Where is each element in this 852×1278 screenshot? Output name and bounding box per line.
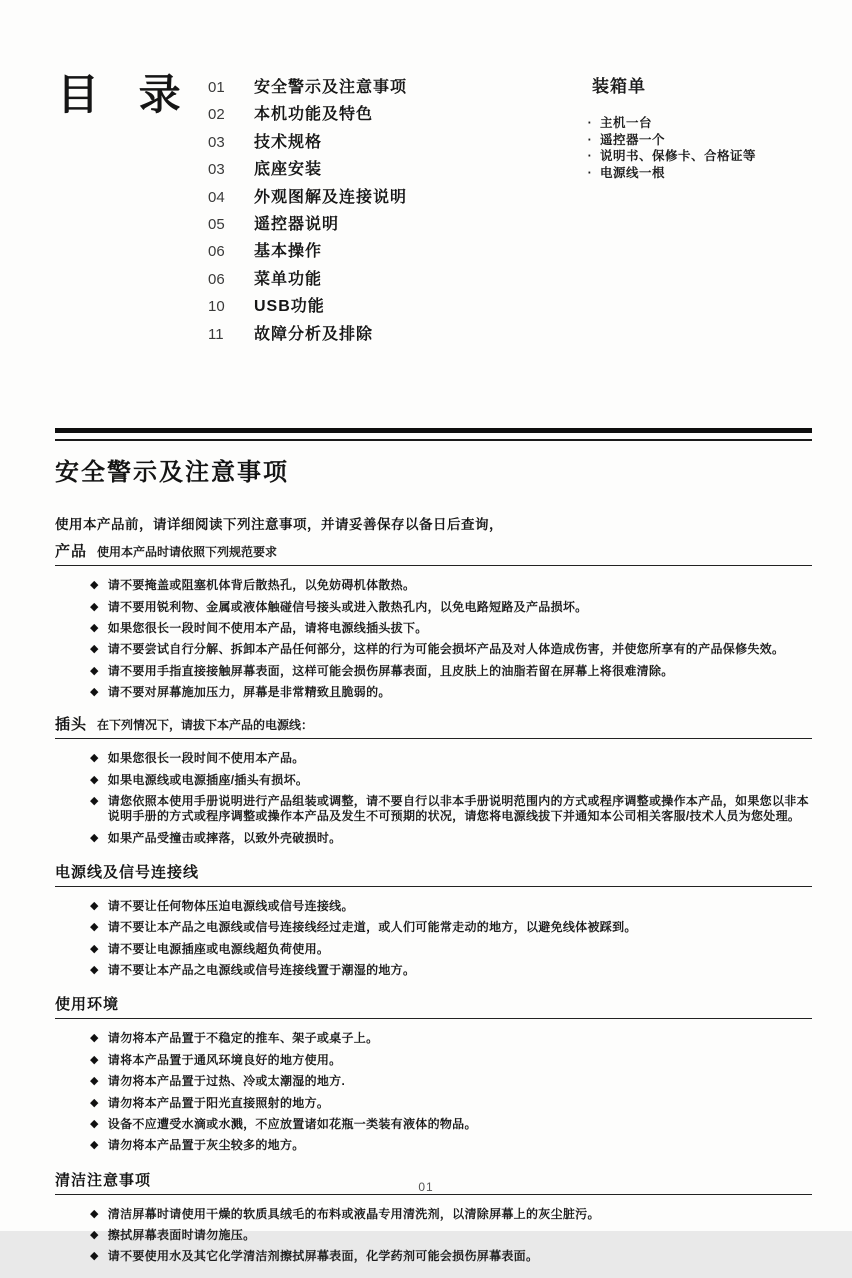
bullet-item (55, 1246, 812, 1267)
bullet-item (55, 917, 812, 938)
diamond-icon: ◆ (90, 1139, 99, 1152)
toc-item (208, 129, 407, 156)
toc-item-label: 本机功能及特色 (254, 106, 374, 124)
diamond-icon: ◆ (90, 621, 99, 634)
toc-page-number: 02 (208, 106, 225, 124)
dot-icon: · (587, 116, 593, 130)
bullet-item (55, 1114, 812, 1135)
toc-page-number: 06 (208, 270, 225, 288)
diamond-icon: ◆ (90, 831, 99, 844)
bullet-text: 如果您很长一段时间不使用本产品。 (107, 751, 305, 766)
toc-page-number: 03 (208, 161, 225, 179)
bullet-text: 请不要对屏幕施加压力，屏幕是非常精致且脆弱的。 (107, 685, 391, 700)
bullet-text: 请不要让本产品之电源线或信号连接线经过走道，或人们可能常走动的地方，以避免线体被踩到。 (107, 920, 637, 935)
bullet-item (55, 1204, 812, 1225)
bullet-item (55, 939, 812, 960)
toc-page-number: 06 (208, 243, 225, 261)
bullet-text: 请不要让任何物体压迫电源线或信号连接线。 (107, 898, 354, 913)
bullet-item (55, 682, 812, 703)
toc-item-label: 菜单功能 (254, 270, 323, 288)
packing-item-label: 遥控器一个 (600, 132, 666, 147)
diamond-icon: ◆ (90, 1032, 99, 1045)
toc-item-label: 技术规格 (254, 133, 323, 151)
toc-title: 目 录 (57, 71, 195, 118)
safety-heading: 安全警示及注意事项 (55, 459, 289, 486)
dot-icon: · (587, 132, 593, 147)
diamond-icon: ◆ (90, 579, 99, 592)
section-label: 电源线及信号连接线 (55, 863, 200, 881)
bullet-text: 请不要使用水及其它化学清洁剂擦拭屏幕表面，化学药剂可能会损伤屏幕表面。 (107, 1249, 539, 1264)
packing-item-label: 主机一台 (600, 116, 653, 130)
bullet-list (55, 748, 812, 849)
section-product (55, 540, 812, 703)
section-power-cords (55, 861, 812, 982)
bullet-text: 如果您很长一段时间不使用本产品，请将电源线插头拔下。 (107, 620, 428, 635)
toc-item (208, 238, 407, 265)
bullet-item (55, 661, 812, 682)
packing-item (586, 132, 826, 149)
bullet-text: 请不要掩盖或阻塞机体背后散热孔，以免妨碍机体散热。 (107, 578, 416, 593)
bullet-list (55, 575, 812, 703)
section-label: 产品 (55, 543, 88, 560)
section-label: 清洁注意事项 (55, 1171, 152, 1189)
bullet-text: 请勿将本产品置于阳光直接照射的地方。 (107, 1095, 330, 1110)
toc-page-number: 04 (208, 188, 225, 206)
toc-item (208, 156, 407, 183)
bullet-item (55, 575, 812, 596)
bullet-item (55, 791, 812, 827)
bullet-list (55, 896, 812, 982)
toc-item-label: 故障分析及排除 (254, 325, 374, 343)
diamond-icon: ◆ (90, 1096, 99, 1109)
bullet-text: 请将本产品置于通风环境良好的地方使用。 (107, 1052, 342, 1067)
packing-list (586, 115, 826, 181)
diamond-icon: ◆ (90, 1117, 99, 1130)
bullet-item (55, 1135, 812, 1156)
toc-page-number: 03 (208, 133, 225, 151)
bullet-text: 如果电源线或电源插座/插头有损坏。 (107, 772, 309, 787)
diamond-icon: ◆ (90, 1207, 99, 1220)
diamond-icon: ◆ (90, 752, 99, 765)
divider-thin (55, 439, 812, 441)
dot-icon: · (587, 149, 593, 163)
toc-list (208, 74, 407, 348)
toc-page-number: 05 (208, 215, 225, 233)
packing-item (586, 165, 826, 182)
diamond-icon: ◆ (90, 921, 99, 934)
dot-icon: · (587, 165, 593, 180)
diamond-icon: ◆ (90, 773, 99, 786)
bullet-text: 请勿将本产品置于过热、冷或太潮湿的地方. (107, 1074, 346, 1089)
bullet-item (55, 1050, 812, 1071)
toc-page-number: 10 (208, 298, 225, 316)
bullet-text: 请勿将本产品置于灰尘较多的地方。 (107, 1138, 305, 1153)
packing-item-label: 说明书、保修卡、合格证等 (600, 149, 757, 163)
bullet-text: 请不要让电源插座或电源线超负荷使用。 (107, 941, 330, 956)
section-note: 在下列情况下，请拔下本产品的电源线： (97, 718, 314, 733)
toc-item (208, 321, 407, 348)
bullet-item (55, 1071, 812, 1092)
toc-item-label: 底座安装 (254, 161, 323, 179)
toc-item (208, 74, 407, 101)
bullet-item (55, 639, 812, 660)
toc-item-label: 外观图解及连接说明 (254, 188, 408, 206)
diamond-icon: ◆ (90, 964, 99, 977)
section-header (55, 861, 812, 887)
bullet-text: 请不要尝试自行分解、拆卸本产品任何部分，这样的行为可能会损坏产品及对人体造成伤害，并使您所享有的产品保修失效。 (107, 642, 785, 657)
toc-item (208, 266, 407, 293)
diamond-icon: ◆ (90, 899, 99, 912)
bullet-text: 设备不应遭受水滴或水溅，不应放置诸如花瓶一类装有液体的物品。 (107, 1116, 477, 1131)
bullet-item (55, 896, 812, 917)
diamond-icon: ◆ (90, 942, 99, 955)
diamond-icon: ◆ (90, 1075, 99, 1088)
toc-item (208, 101, 407, 128)
diamond-icon: ◆ (90, 795, 99, 808)
bullet-text: 擦拭屏幕表面时请勿施压。 (107, 1228, 256, 1243)
toc-item-label: 遥控器说明 (254, 215, 340, 233)
bullet-list (55, 1028, 812, 1156)
safety-intro: 使用本产品前，请详细阅读下列注意事项，并请妥善保存以备日后查询， (55, 517, 503, 532)
section-label: 插头 (55, 716, 88, 734)
section-header (55, 993, 812, 1019)
diamond-icon: ◆ (90, 600, 99, 613)
toc-item-label: 基本操作 (254, 243, 323, 261)
bullet-item (55, 618, 812, 639)
toc-page-number: 11 (208, 325, 224, 343)
toc-item (208, 211, 407, 238)
packing-item (586, 115, 826, 132)
safety-section (55, 428, 812, 1278)
page-number: 01 (418, 1180, 434, 1194)
bullet-text: 如果产品受撞击或摔落，以致外壳破损时。 (107, 830, 342, 845)
packing-list-panel (586, 72, 826, 181)
toc-item (208, 293, 407, 320)
toc-item-label: USB功能 (254, 298, 325, 316)
bullet-text: 请勿将本产品置于不稳定的推车、架子或桌子上。 (107, 1031, 379, 1046)
bullet-text: 请不要用手指直接接触屏幕表面，这样可能会损伤屏幕表面，且皮肤上的油脂若留在屏幕上将很难清除。 (107, 663, 674, 678)
bullet-item (55, 1225, 812, 1246)
bullet-text: 请不要让本产品之电源线或信号连接线置于潮湿的地方。 (107, 963, 416, 978)
diamond-icon: ◆ (90, 1053, 99, 1066)
diamond-icon: ◆ (90, 686, 99, 699)
toc-item (208, 184, 407, 211)
diamond-icon: ◆ (90, 664, 99, 677)
packing-list-title: 装箱单 (592, 77, 646, 96)
bullet-text: 清洁屏幕时请使用干燥的软质具绒毛的布料或液晶专用清洗剂，以清除屏幕上的灰尘脏污。 (107, 1206, 600, 1221)
section-environment (55, 993, 812, 1156)
toc-page-number: 01 (208, 79, 225, 96)
bullet-item (55, 1028, 812, 1049)
bullet-item (55, 596, 812, 617)
section-header (55, 713, 812, 739)
toc-item-label: 安全警示及注意事项 (254, 79, 408, 96)
bullet-item (55, 960, 812, 981)
divider-thick (55, 428, 812, 433)
section-note: 使用本产品时请依照下列规范要求 (97, 545, 278, 559)
bullet-item (55, 770, 812, 791)
bullet-item (55, 1092, 812, 1113)
section-label: 使用环境 (55, 996, 120, 1014)
packing-item-label: 电源线一根 (600, 165, 666, 180)
section-header (55, 540, 812, 566)
diamond-icon: ◆ (90, 1250, 99, 1263)
diamond-icon: ◆ (90, 643, 99, 656)
bullet-item (55, 748, 812, 769)
bullet-list (55, 1204, 812, 1268)
section-plug (55, 713, 812, 849)
bullet-text: 请不要用锐利物、金属或液体触碰信号接头或进入散热孔内，以免电路短路及产品损坏。 (107, 599, 588, 614)
diamond-icon: ◆ (90, 1229, 99, 1242)
bullet-text: 请您依照本使用手册说明进行产品组装或调整，请不要自行以非本手册说明范围内的方式或程序调整或操作本产品，如果您以非本说明手册的方式或程序调整或操作本产品及发生不可预期的状况，请您将电源线拔下并通知本公司相关客服/技术人员为您处理。 (107, 794, 809, 824)
bullet-item (55, 827, 812, 848)
packing-item (586, 148, 826, 165)
